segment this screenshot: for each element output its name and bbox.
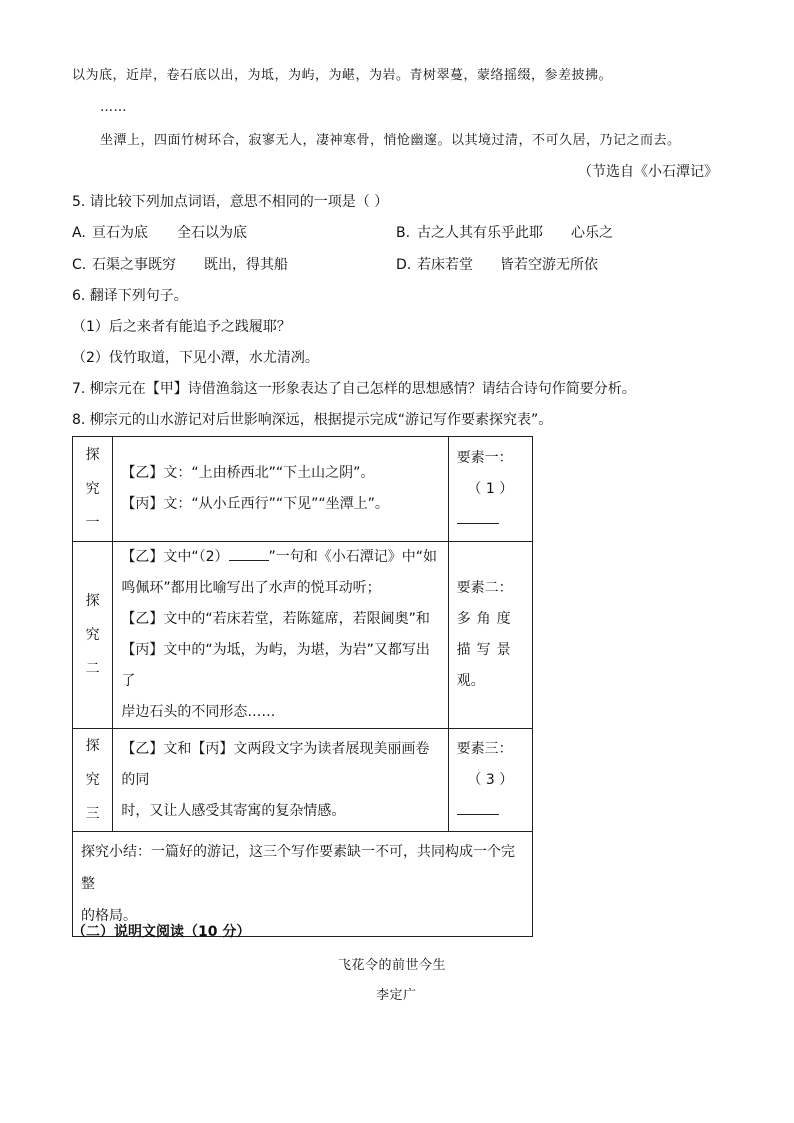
section-2-heading: （二）说明文阅读（10 分） <box>72 924 251 940</box>
row-3-requirement <box>448 729 532 832</box>
row-1-requirement <box>448 437 532 542</box>
question-6-stem: 6. 翻译下列句子。 <box>72 288 188 304</box>
table-row-2 <box>73 542 533 729</box>
requirement-2-title: 要素二： <box>456 580 513 596</box>
option-b-word-2: 心乐之 <box>571 225 613 241</box>
option-c-word-2: 既出，得其船 <box>204 257 288 273</box>
row-3-content: 【乙】文和【丙】文两段文字为读者展现美丽画卷的同 时，又让人感受其寄寓的复杂情感。 <box>113 729 448 832</box>
row-2-requirement: 要素二： 多角度 描写景 观。 <box>448 542 532 729</box>
option-a-word-1: 亘石为底 <box>92 225 148 241</box>
question-6-sentence-2: （2）伐竹取道，下见小潭，水尤清冽。 <box>72 350 319 366</box>
question-6-sentence-1: （1）后之来者有能追予之践履耶？ <box>72 319 291 335</box>
requirement-3-slot: （ 3 ） <box>467 771 514 788</box>
requirement-1-title: 要素一： <box>456 449 513 466</box>
requirement-1-blank[interactable] <box>457 505 524 536</box>
row-3-label: 探 究 三 <box>73 729 113 832</box>
requirement-3-blank[interactable] <box>457 796 524 827</box>
row-1-text-1: 【乙】文：“上由桥西北”“下土山之阴”。 <box>121 465 375 481</box>
question-7-stem: 7. 柳宗元在【甲】诗借渔翁这一形象表达了自己怎样的思想感情？请结合诗句作简要分析。 <box>72 381 636 397</box>
exploration-table <box>72 436 533 937</box>
passage-line-2: 坐潭上，四面竹树环合，寂寥无人，凄神寒骨，悄怆幽邃。以其境过清，不可久居，乃记之而去。 <box>100 133 681 148</box>
table-summary: 探究小结：一篇好的游记，这三个写作要素缺一不可，共同构成一个完整 的格局。 <box>73 832 533 937</box>
option-b-label: B. <box>396 225 411 241</box>
row-1-label: 探 究 一 <box>73 437 113 542</box>
article-title: 飞花令的前世今生 <box>338 958 447 973</box>
requirement-3-title: 要素三： <box>456 740 513 757</box>
option-c-label: C. <box>72 257 87 273</box>
option-d-label: D. <box>396 257 412 273</box>
question-5-stem: 5. 请比较下列加点词语，意思不相同的一项是（ ） <box>72 194 389 210</box>
table-row-1 <box>73 437 533 542</box>
option-d-word-2: 皆若空游无所依 <box>500 257 598 273</box>
passage-ellipsis: …… <box>100 100 127 115</box>
row-1-text-2: 【丙】文：“从小丘西行”“下见”“坐潭上”。 <box>121 496 389 512</box>
option-a-word-2: 全石以为底 <box>177 225 247 241</box>
requirement-1-slot: （ 1 ） <box>467 480 514 497</box>
answer-2-blank[interactable] <box>229 544 269 561</box>
question-8-stem: 8. 柳宗元的山水游记对后世影响深远，根据提示完成“游记写作要素探究表”。 <box>72 412 553 428</box>
table-summary-row <box>73 832 533 937</box>
option-b-word-1: 古之人其有乐乎此耶 <box>417 225 543 241</box>
option-d-word-1: 若床若堂 <box>417 257 473 273</box>
option-a-label: A. <box>72 225 86 241</box>
row-2-label: 探 究 二 <box>73 542 113 729</box>
table-row-3 <box>73 729 533 832</box>
row-2-content: 【乙】文中“（2） ”一句和《小石潭记》中“如 鸣佩环”都用比喻写出了水声的悦耳动听； 【乙】文中的“若床若堂，若陈筵席，若限阃奥”和 【丙】文中的“为坻，为屿，为堪，为岩”又都写出了 岸边石头的不同形态…… <box>113 542 448 729</box>
row-1-content <box>113 437 448 542</box>
option-c-word-1: 石渠之事既穷 <box>92 257 176 273</box>
passage-line-1: 以为底，近岸，卷石底以出，为坻，为屿，为嵁，为岩。青树翠蔓，蒙络摇缀，参差披拂。 <box>72 68 613 83</box>
passage-source: （节选自《小石潭记》 <box>578 164 718 180</box>
article-author: 李定广 <box>376 988 417 1003</box>
